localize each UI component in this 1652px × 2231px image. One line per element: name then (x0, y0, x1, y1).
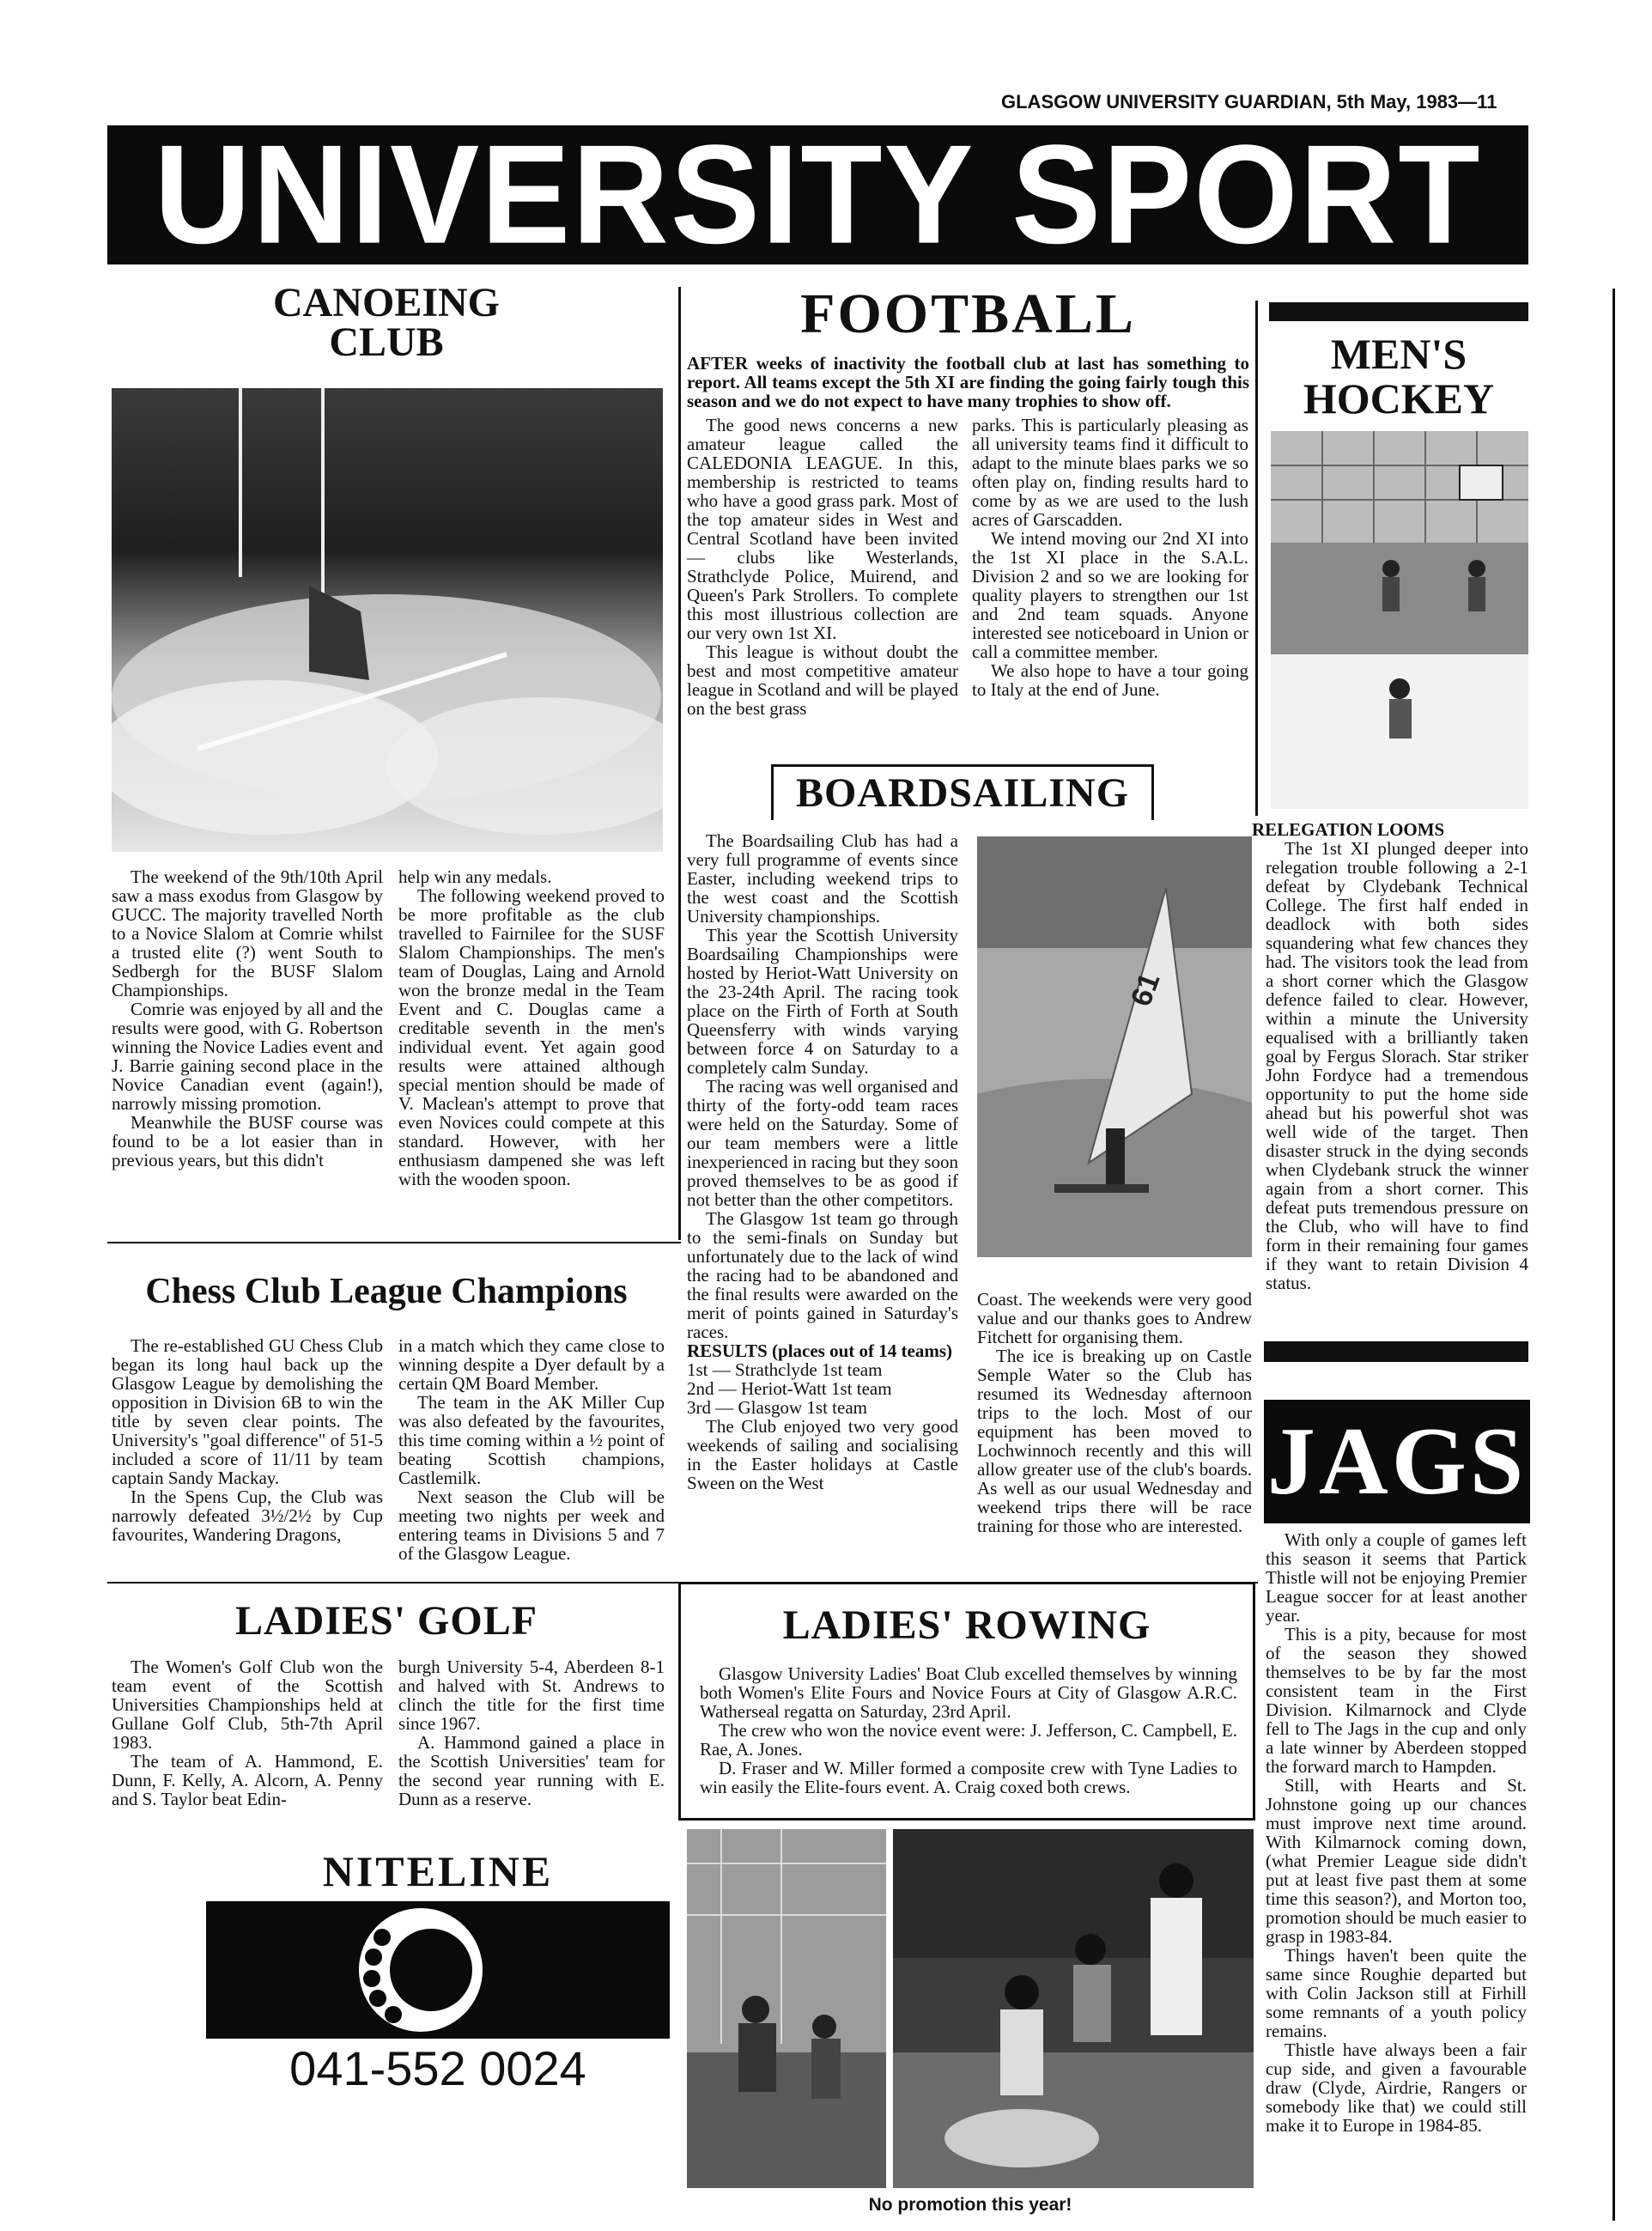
jags-title: JAGS (1266, 1408, 1527, 1515)
hockey-body (1266, 839, 1528, 1292)
banner (107, 116, 1528, 274)
football-title: FOOTBALL (800, 283, 1136, 345)
football-col-2 (972, 416, 1248, 699)
paragraph: The crew who won the novice event were: J. Jefferson, C. Campbell, E. Rae, A. Jones. (700, 1720, 1237, 1760)
canoeing-title (112, 280, 661, 365)
hockey-title (1269, 331, 1528, 421)
chess-col-2 (398, 1336, 665, 1563)
paragraph: burgh University 5-4, Aberdeen 8-1 and halved with St. Andrews to clinch the title for the first time since 1967. (398, 1657, 665, 1734)
paragraph: Next season the Club will be meeting two nights per week and entering teams in Divisions 5 and 7 of the Glasgow League. (398, 1486, 665, 1564)
paragraph: The team in the AK Miller Cup was also defeated by the favourites, this time coming within a ½ point of beating Scottish champions, Castlemilk. (398, 1392, 665, 1488)
paragraph: We also hope to have a tour going to Italy at the end of June. (972, 660, 1248, 700)
paragraph: The ice is breaking up on Castle Semple Water so the Club has resumed its Wednesday afternoon trips to the loch. Most of our equipment has been moved to Lochwinnoch recently and this will allow greater use of the club's boards. As well as our usual Wednesday and weekend trips there will be race training for those who are interested. (977, 1346, 1252, 1536)
section-rule (107, 1242, 681, 1243)
paragraph: The re-established GU Chess Club began its long haul back up the Glasgow League by demolishing the opposition in Division 6B to win the title by seven clear points. The University's "goal difference" of 51-5 included a score of 11/11 by team captain Sandy Mackay. (112, 1335, 383, 1488)
paragraph: D. Fraser and W. Miller formed a composite crew with Tyne Ladies to win easily the Elite-fours event. A. Craig coxed both crews. (700, 1758, 1237, 1797)
sail-number: 61 (1124, 969, 1167, 1011)
hockey-subhead: RELEGATION LOOMS (1252, 819, 1445, 840)
canoe-photo (112, 388, 663, 852)
paragraph: in a match which they came close to winning despite a Dyer default by a certain QM Board Member. (398, 1335, 665, 1394)
canoeing-col-2 (398, 867, 665, 1188)
hockey-top-bar (1269, 302, 1528, 321)
paragraph: The following weekend proved to be more profitable as the club travelled to Fairnilee for the SUSF Slalom Championships. The men's team of Douglas, Laing and Arnold won the bronze medal in the Team Event and C. Douglas came a creditable seventh in the men's individual event. Yet again good results were attained although special mention should be made of V. Maclean's attempt to prove that even Novices could compete at this standard. However, with her enthusiasm dampened she was left with the wooden spoon. (398, 885, 665, 1189)
results-item: 2nd — Heriot-Watt 1st team (687, 1378, 892, 1399)
golf-col-2 (398, 1657, 665, 1809)
football-photo-right-image (893, 1829, 1254, 2188)
paragraph: Things haven't been quite the same since Roughie departed but with Colin Jackson still at Firhill some remnants of a youth policy remains. (1266, 1945, 1527, 2041)
jags-top-bar (1264, 1341, 1528, 1362)
boardsailing-col-1 (687, 831, 958, 1492)
paragraph: With only a couple of games left this season it seems that Partick Thistle will not be enjoying Premier League soccer for at least another year. (1266, 1529, 1527, 1626)
paragraph: The racing was well organised and thirty of the forty-odd team races were held on the Saturday. Some of our team members were a little inexperienced in racing but they soon proved themselves to be as good if not better than the other competitors. (687, 1076, 958, 1210)
banner-title: UNIVERSITY SPORT (154, 116, 1482, 274)
niteline-logo (206, 1901, 670, 2039)
boardsailing-col-2 (977, 1290, 1252, 1535)
golf-title: LADIES' GOLF (234, 1598, 538, 1644)
results-item: 1st — Strathclyde 1st team (687, 1359, 883, 1380)
football-col-1 (687, 416, 958, 718)
paragraph: This year the Scottish University Boardsailing Championships were hosted by Heriot-Watt University on the 23-24th April. The racing took place on the Firth of Forth at South Queensferry with winds varying between force 4 on Saturday to a completely calm Sunday. (687, 925, 958, 1078)
jags-title-box (1264, 1400, 1530, 1523)
rowing-box (678, 1582, 1255, 1821)
boardsailing-photo-image (977, 836, 1252, 1257)
football-intro: AFTER weeks of inactivity the football club at last has something to report. All teams except the 5th XI are finding the going fairly tough this season and we do not expect to have many trophies to show off. (687, 353, 1249, 411)
boardsailing-title-box (771, 764, 1154, 820)
paragraph: Glasgow University Ladies' Boat Club excelled themselves by winning both Women's Elite Fours and Novice Fours at City of Glasgow A.R.C. Watherseal regatta on Saturday, 23rd April. (700, 1663, 1237, 1722)
paragraph: The Glasgow 1st team go through to the semi-finals on Sunday but unfortunately due to the lack of wind the racing had to be abandoned and the final results were awarded on the merit of points gained in Saturday's races. (687, 1208, 958, 1342)
canoe-photo-image (112, 388, 663, 852)
paragraph: The good news concerns a new amateur league called the CALEDONIA LEAGUE. In this, membership is restricted to teams who have a good grass park. Most of the top amateur sides in West and Central Scotland have been invited — clubs like Westerlands, Strathclyde Police, Muirend, and Queen's Park Strollers. To complete this most illustrious collection are our very own 1st XI. (687, 415, 958, 643)
boardsailing-photo (977, 836, 1252, 1257)
paragraph: In the Spens Cup, the Club was narrowly defeated 3½/2½ by Cup favourites, Wandering Dragons, (112, 1486, 383, 1545)
football-photo-left (687, 1829, 886, 2188)
paragraph: Comrie was enjoyed by all and the results were good, with G. Robertson winning the Novice Ladies event and J. Barrie gaining second place in the Novice Canadian event (again!), narrowly missing promotion. (112, 999, 383, 1114)
paragraph: help win any medals. (398, 866, 552, 887)
paragraph: This league is without doubt the best and most competitive amateur league in Scotland and will be played on the best grass (687, 641, 958, 719)
paragraph: Thistle have always been a fair cup side, and given a favourable draw (Clyde, Airdrie, Rangers or somebody like that) we could still make it to Europe in 1984-85. (1266, 2040, 1527, 2136)
chess-title: Chess Club League Champions (145, 1272, 628, 1311)
hockey-title-line: HOCKEY (1303, 374, 1495, 422)
golf-col-1 (112, 1657, 383, 1809)
niteline-phone: 041-552 0024 (289, 2041, 586, 2095)
paragraph: parks. This is particularly pleasing as all university teams find it difficult to adapt to the minute blaes parks we so often play on, finding results hard to come by as we are used to the lush acres of Garscadden. (972, 415, 1248, 530)
paragraph: A. Hammond gained a place in the Scottish Universities' team for the second year running with E. Dunn as a reserve. (398, 1732, 665, 1809)
paragraph: Coast. The weekends were very good value and our thanks goes to Andrew Fitchett for organising them. (977, 1289, 1252, 1347)
paragraph: We intend moving our 2nd XI into the 1st XI place in the S.A.L. Division 2 and so we are looking for quality players to strengthen our 1st and 2nd team squads. Anyone interested see noticeboard in Union or call a committee member. (972, 528, 1248, 662)
chess-col-1 (112, 1336, 383, 1544)
canoeing-title-line: CLUB (329, 319, 444, 365)
hockey-photo (1271, 431, 1528, 809)
results-heading: RESULTS (places out of 14 teams) (687, 1340, 952, 1361)
paragraph: The Women's Golf Club won the team event of the Scottish Universities Championships held at Gullane Golf Club, 5th-7th April 1983. (112, 1657, 383, 1753)
canoeing-col-1 (112, 867, 383, 1170)
hockey-photo-image (1271, 431, 1528, 809)
rowing-title: LADIES' ROWING (782, 1602, 1151, 1648)
niteline-ad (206, 1846, 670, 2134)
hockey-title-line: MEN'S (1330, 330, 1467, 378)
photo-caption: No promotion this year! (868, 2195, 1072, 2215)
boardsailing-title: BOARDSAILING (795, 770, 1130, 816)
niteline-title: NITELINE (322, 1847, 554, 1895)
page-edge-rule (1613, 289, 1615, 2221)
paragraph: The 1st XI plunged deeper into relegation trouble following a 2-1 defeat by Clydebank Technical College. The first half ended in deadlock with both sides squandering what few chances they had. The visitors took the lead from a short corner which the Glasgow defence failed to clear. However, within a minute the University equalised with a brilliantly taken goal by Fergus Slorach. Star striker John Fordyce had a tremendous opportunity to put the home side ahead but his powerful shot was well wide of the target. Then disaster struck in the dying seconds when Clydebank struck the winner again from a short corner. This defeat puts tremendous pressure on the Club, who will have to find form in their remaining four games if they want to retain Division 4 status. (1266, 838, 1528, 1293)
paragraph: The weekend of the 9th/10th April saw a mass exodus from Glasgow by GUCC. The majority travelled North to a Novice Slalom at Comrie whilst a trusted elite (?) went South to Sedbergh for the BUSF Slalom Championships. (112, 866, 383, 1000)
paragraph: The Club enjoyed two very good weekends of sailing and socialising in the Easter holidays at Castle Sween on the West (687, 1416, 958, 1493)
paragraph: Still, with Hearts and St. Johnstone going up our chances must improve next time around. With Kilmarnock coming down, (what Premier League side didn't put at least five past them at some time this season?), and Morton too, promotion should be much easier to grasp in 1983-84. (1266, 1775, 1527, 1947)
phone-dial-icon (206, 1901, 670, 2039)
column-rule (1255, 301, 1258, 816)
running-head: GLASGOW UNIVERSITY GUARDIAN, 5th May, 1983—11 (1001, 91, 1497, 112)
results-item: 3rd — Glasgow 1st team (687, 1397, 867, 1418)
jags-body (1266, 1530, 1527, 2135)
canoeing-title-line: CANOEING (272, 280, 501, 325)
paragraph: This is a pity, because for most of the season they showed themselves to be by far the most consistent team in the First Division. Kilmarnock and Clyde fell to The Jags in the cup and only a late winner by Aberdeen stopped the forward march to Hampden. (1266, 1624, 1527, 1777)
paragraph: Meanwhile the BUSF course was found to be a lot easier than in previous years, but this didn't (112, 1112, 383, 1170)
paragraph: The team of A. Hammond, E. Dunn, F. Kelly, A. Alcorn, A. Penny and S. Taylor beat Edin- (112, 1751, 383, 1809)
paragraph: The Boardsailing Club has had a very full programme of events since Easter, including weekend trips to the west coast and the Scottish University championships. (687, 830, 958, 927)
column-rule (678, 287, 681, 1240)
football-photo-right (893, 1829, 1254, 2188)
football-photo-left-image (687, 1829, 886, 2188)
rowing-body (700, 1664, 1237, 1796)
